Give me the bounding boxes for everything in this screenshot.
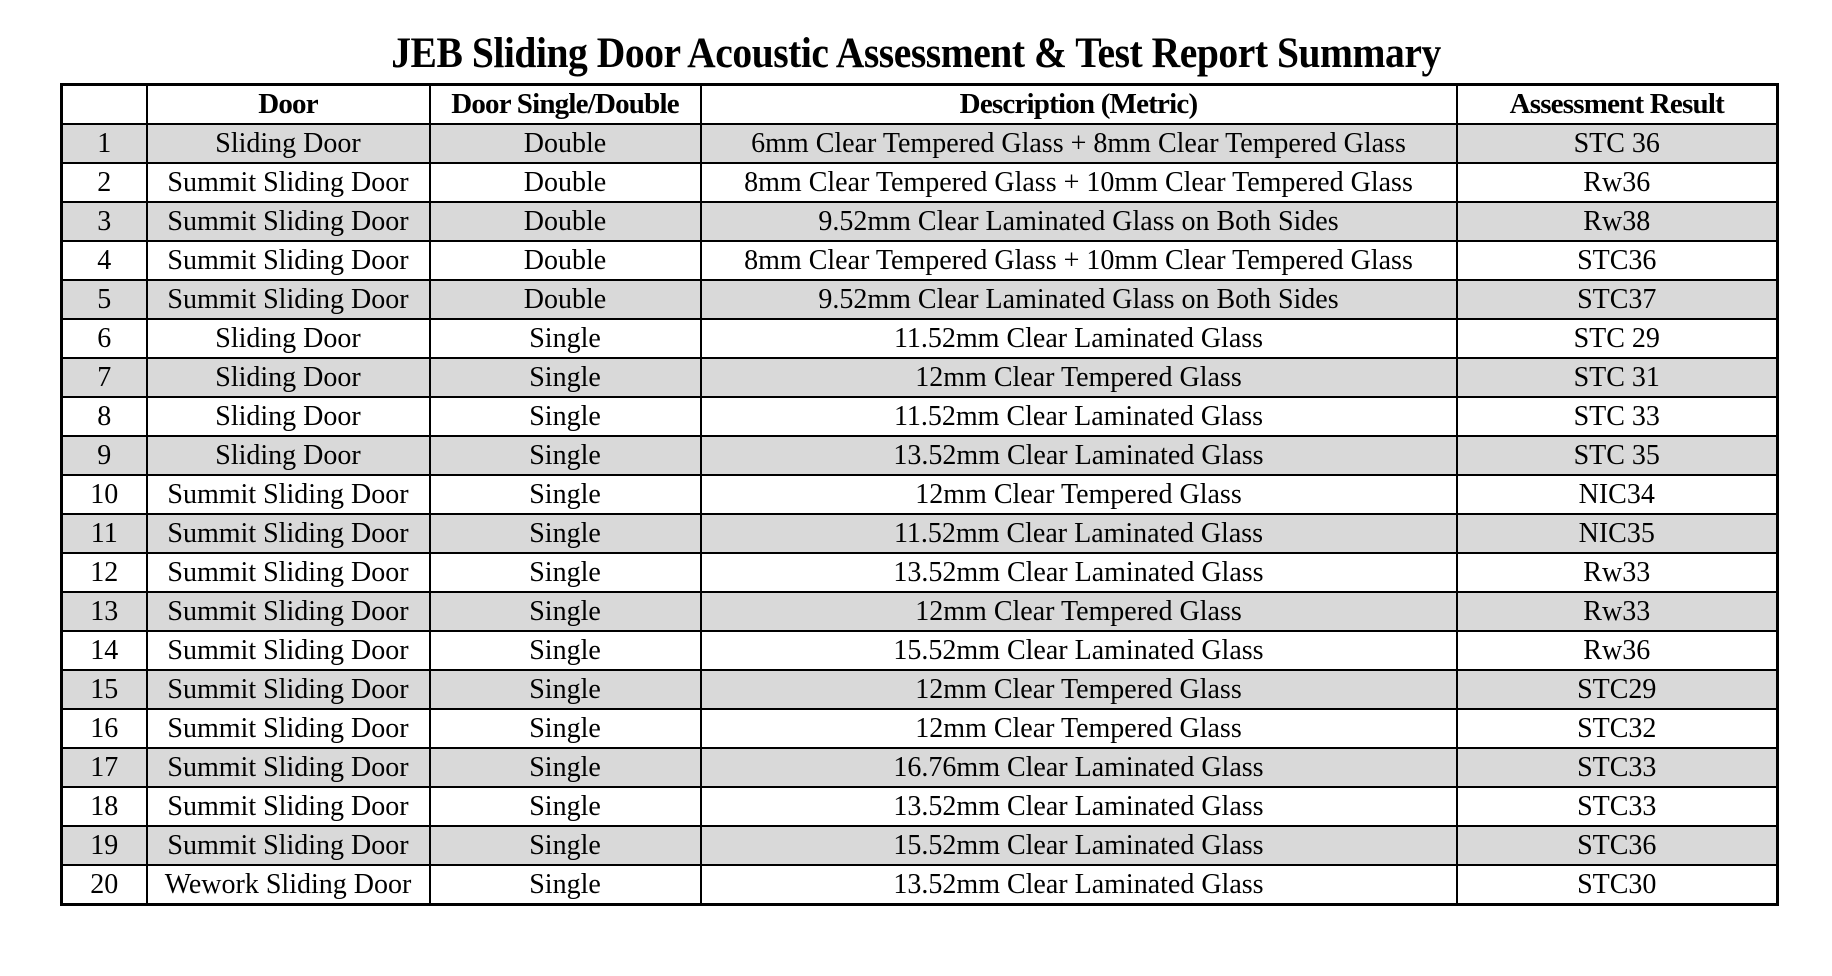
table-row <box>62 865 1778 905</box>
cell-door: Sliding Door <box>147 124 430 163</box>
header-door: Door <box>147 85 430 125</box>
cell-door: Sliding Door <box>147 436 430 475</box>
cell-door: Summit Sliding Door <box>147 280 430 319</box>
cell-number: 12 <box>62 553 147 592</box>
cell-door-type: Double <box>430 124 701 163</box>
cell-assessment-result: NIC35 <box>1457 514 1778 553</box>
header-door-type: Door Single/Double <box>430 85 701 125</box>
cell-number: 17 <box>62 748 147 787</box>
cell-door-type: Single <box>430 475 701 514</box>
cell-assessment-result: STC36 <box>1457 241 1778 280</box>
cell-door: Summit Sliding Door <box>147 514 430 553</box>
cell-assessment-result: STC30 <box>1457 865 1778 905</box>
cell-description: 8mm Clear Tempered Glass + 10mm Clear Tempered Glass <box>701 163 1457 202</box>
cell-door-type: Single <box>430 631 701 670</box>
cell-door: Sliding Door <box>147 397 430 436</box>
cell-door-type: Single <box>430 709 701 748</box>
table-row <box>62 787 1778 826</box>
cell-description: 13.52mm Clear Laminated Glass <box>701 436 1457 475</box>
table-row <box>62 241 1778 280</box>
table-row <box>62 475 1778 514</box>
cell-door-type: Double <box>430 202 701 241</box>
table-row <box>62 436 1778 475</box>
cell-number: 7 <box>62 358 147 397</box>
cell-door-type: Single <box>430 514 701 553</box>
cell-door-type: Single <box>430 358 701 397</box>
cell-description: 11.52mm Clear Laminated Glass <box>701 514 1457 553</box>
header-assessment-result: Assessment Result <box>1457 85 1778 125</box>
cell-description: 11.52mm Clear Laminated Glass <box>701 319 1457 358</box>
cell-door-type: Single <box>430 787 701 826</box>
cell-door: Sliding Door <box>147 319 430 358</box>
cell-description: 15.52mm Clear Laminated Glass <box>701 631 1457 670</box>
cell-assessment-result: Rw33 <box>1457 592 1778 631</box>
cell-number: 13 <box>62 592 147 631</box>
cell-door: Summit Sliding Door <box>147 592 430 631</box>
cell-description: 13.52mm Clear Laminated Glass <box>701 865 1457 905</box>
acoustic-report-table <box>60 83 1779 906</box>
cell-number: 16 <box>62 709 147 748</box>
cell-number: 20 <box>62 865 147 905</box>
cell-assessment-result: Rw33 <box>1457 553 1778 592</box>
cell-number: 10 <box>62 475 147 514</box>
cell-description: 12mm Clear Tempered Glass <box>701 709 1457 748</box>
cell-door: Summit Sliding Door <box>147 826 430 865</box>
cell-assessment-result: STC33 <box>1457 787 1778 826</box>
cell-description: 15.52mm Clear Laminated Glass <box>701 826 1457 865</box>
table-row <box>62 202 1778 241</box>
cell-assessment-result: STC 33 <box>1457 397 1778 436</box>
cell-door-type: Single <box>430 592 701 631</box>
cell-number: 11 <box>62 514 147 553</box>
cell-description: 9.52mm Clear Laminated Glass on Both Sides <box>701 280 1457 319</box>
cell-number: 1 <box>62 124 147 163</box>
cell-assessment-result: STC 36 <box>1457 124 1778 163</box>
cell-description: 12mm Clear Tempered Glass <box>701 358 1457 397</box>
cell-door: Summit Sliding Door <box>147 670 430 709</box>
cell-door: Summit Sliding Door <box>147 241 430 280</box>
cell-description: 11.52mm Clear Laminated Glass <box>701 397 1457 436</box>
cell-door: Sliding Door <box>147 358 430 397</box>
table-row <box>62 163 1778 202</box>
table-row <box>62 514 1778 553</box>
table-row <box>62 319 1778 358</box>
cell-door-type: Single <box>430 397 701 436</box>
table-row <box>62 280 1778 319</box>
cell-description: 12mm Clear Tempered Glass <box>701 592 1457 631</box>
cell-description: 13.52mm Clear Laminated Glass <box>701 553 1457 592</box>
cell-number: 4 <box>62 241 147 280</box>
table-header-row <box>62 85 1778 125</box>
cell-number: 6 <box>62 319 147 358</box>
cell-number: 15 <box>62 670 147 709</box>
cell-door-type: Single <box>430 553 701 592</box>
cell-assessment-result: STC 35 <box>1457 436 1778 475</box>
table-row <box>62 592 1778 631</box>
table-row <box>62 709 1778 748</box>
cell-number: 5 <box>62 280 147 319</box>
cell-door: Summit Sliding Door <box>147 748 430 787</box>
header-description: Description (Metric) <box>701 85 1457 125</box>
table-row <box>62 397 1778 436</box>
cell-number: 18 <box>62 787 147 826</box>
page-title: JEB Sliding Door Acoustic Assessment & Test Report Summary <box>391 30 1441 77</box>
cell-door: Wework Sliding Door <box>147 865 430 905</box>
table-row <box>62 553 1778 592</box>
cell-assessment-result: STC 29 <box>1457 319 1778 358</box>
cell-door-type: Single <box>430 865 701 905</box>
cell-number: 14 <box>62 631 147 670</box>
cell-description: 9.52mm Clear Laminated Glass on Both Sides <box>701 202 1457 241</box>
header-number <box>62 85 147 125</box>
cell-description: 12mm Clear Tempered Glass <box>701 475 1457 514</box>
cell-number: 2 <box>62 163 147 202</box>
cell-assessment-result: STC29 <box>1457 670 1778 709</box>
table-row <box>62 748 1778 787</box>
table-row <box>62 124 1778 163</box>
cell-number: 19 <box>62 826 147 865</box>
cell-description: 13.52mm Clear Laminated Glass <box>701 787 1457 826</box>
table-row <box>62 358 1778 397</box>
cell-assessment-result: STC32 <box>1457 709 1778 748</box>
cell-description: 12mm Clear Tempered Glass <box>701 670 1457 709</box>
cell-door: Summit Sliding Door <box>147 163 430 202</box>
table-body <box>62 124 1778 905</box>
cell-description: 16.76mm Clear Laminated Glass <box>701 748 1457 787</box>
cell-description: 8mm Clear Tempered Glass + 10mm Clear Tempered Glass <box>701 241 1457 280</box>
cell-assessment-result: STC33 <box>1457 748 1778 787</box>
cell-number: 8 <box>62 397 147 436</box>
cell-assessment-result: NIC34 <box>1457 475 1778 514</box>
cell-assessment-result: Rw38 <box>1457 202 1778 241</box>
table-row <box>62 826 1778 865</box>
cell-assessment-result: Rw36 <box>1457 631 1778 670</box>
cell-door: Summit Sliding Door <box>147 709 430 748</box>
table-row <box>62 631 1778 670</box>
cell-assessment-result: STC37 <box>1457 280 1778 319</box>
cell-door-type: Single <box>430 748 701 787</box>
cell-door-type: Single <box>430 319 701 358</box>
cell-door-type: Single <box>430 670 701 709</box>
cell-number: 9 <box>62 436 147 475</box>
cell-door-type: Double <box>430 280 701 319</box>
cell-assessment-result: STC36 <box>1457 826 1778 865</box>
table-row <box>62 670 1778 709</box>
cell-description: 6mm Clear Tempered Glass + 8mm Clear Tempered Glass <box>701 124 1457 163</box>
cell-door: Summit Sliding Door <box>147 202 430 241</box>
cell-number: 3 <box>62 202 147 241</box>
cell-door-type: Single <box>430 826 701 865</box>
cell-assessment-result: STC 31 <box>1457 358 1778 397</box>
cell-assessment-result: Rw36 <box>1457 163 1778 202</box>
cell-door: Summit Sliding Door <box>147 553 430 592</box>
cell-door: Summit Sliding Door <box>147 787 430 826</box>
cell-door-type: Single <box>430 436 701 475</box>
cell-door-type: Double <box>430 241 701 280</box>
cell-door-type: Double <box>430 163 701 202</box>
cell-door: Summit Sliding Door <box>147 631 430 670</box>
cell-door: Summit Sliding Door <box>147 475 430 514</box>
